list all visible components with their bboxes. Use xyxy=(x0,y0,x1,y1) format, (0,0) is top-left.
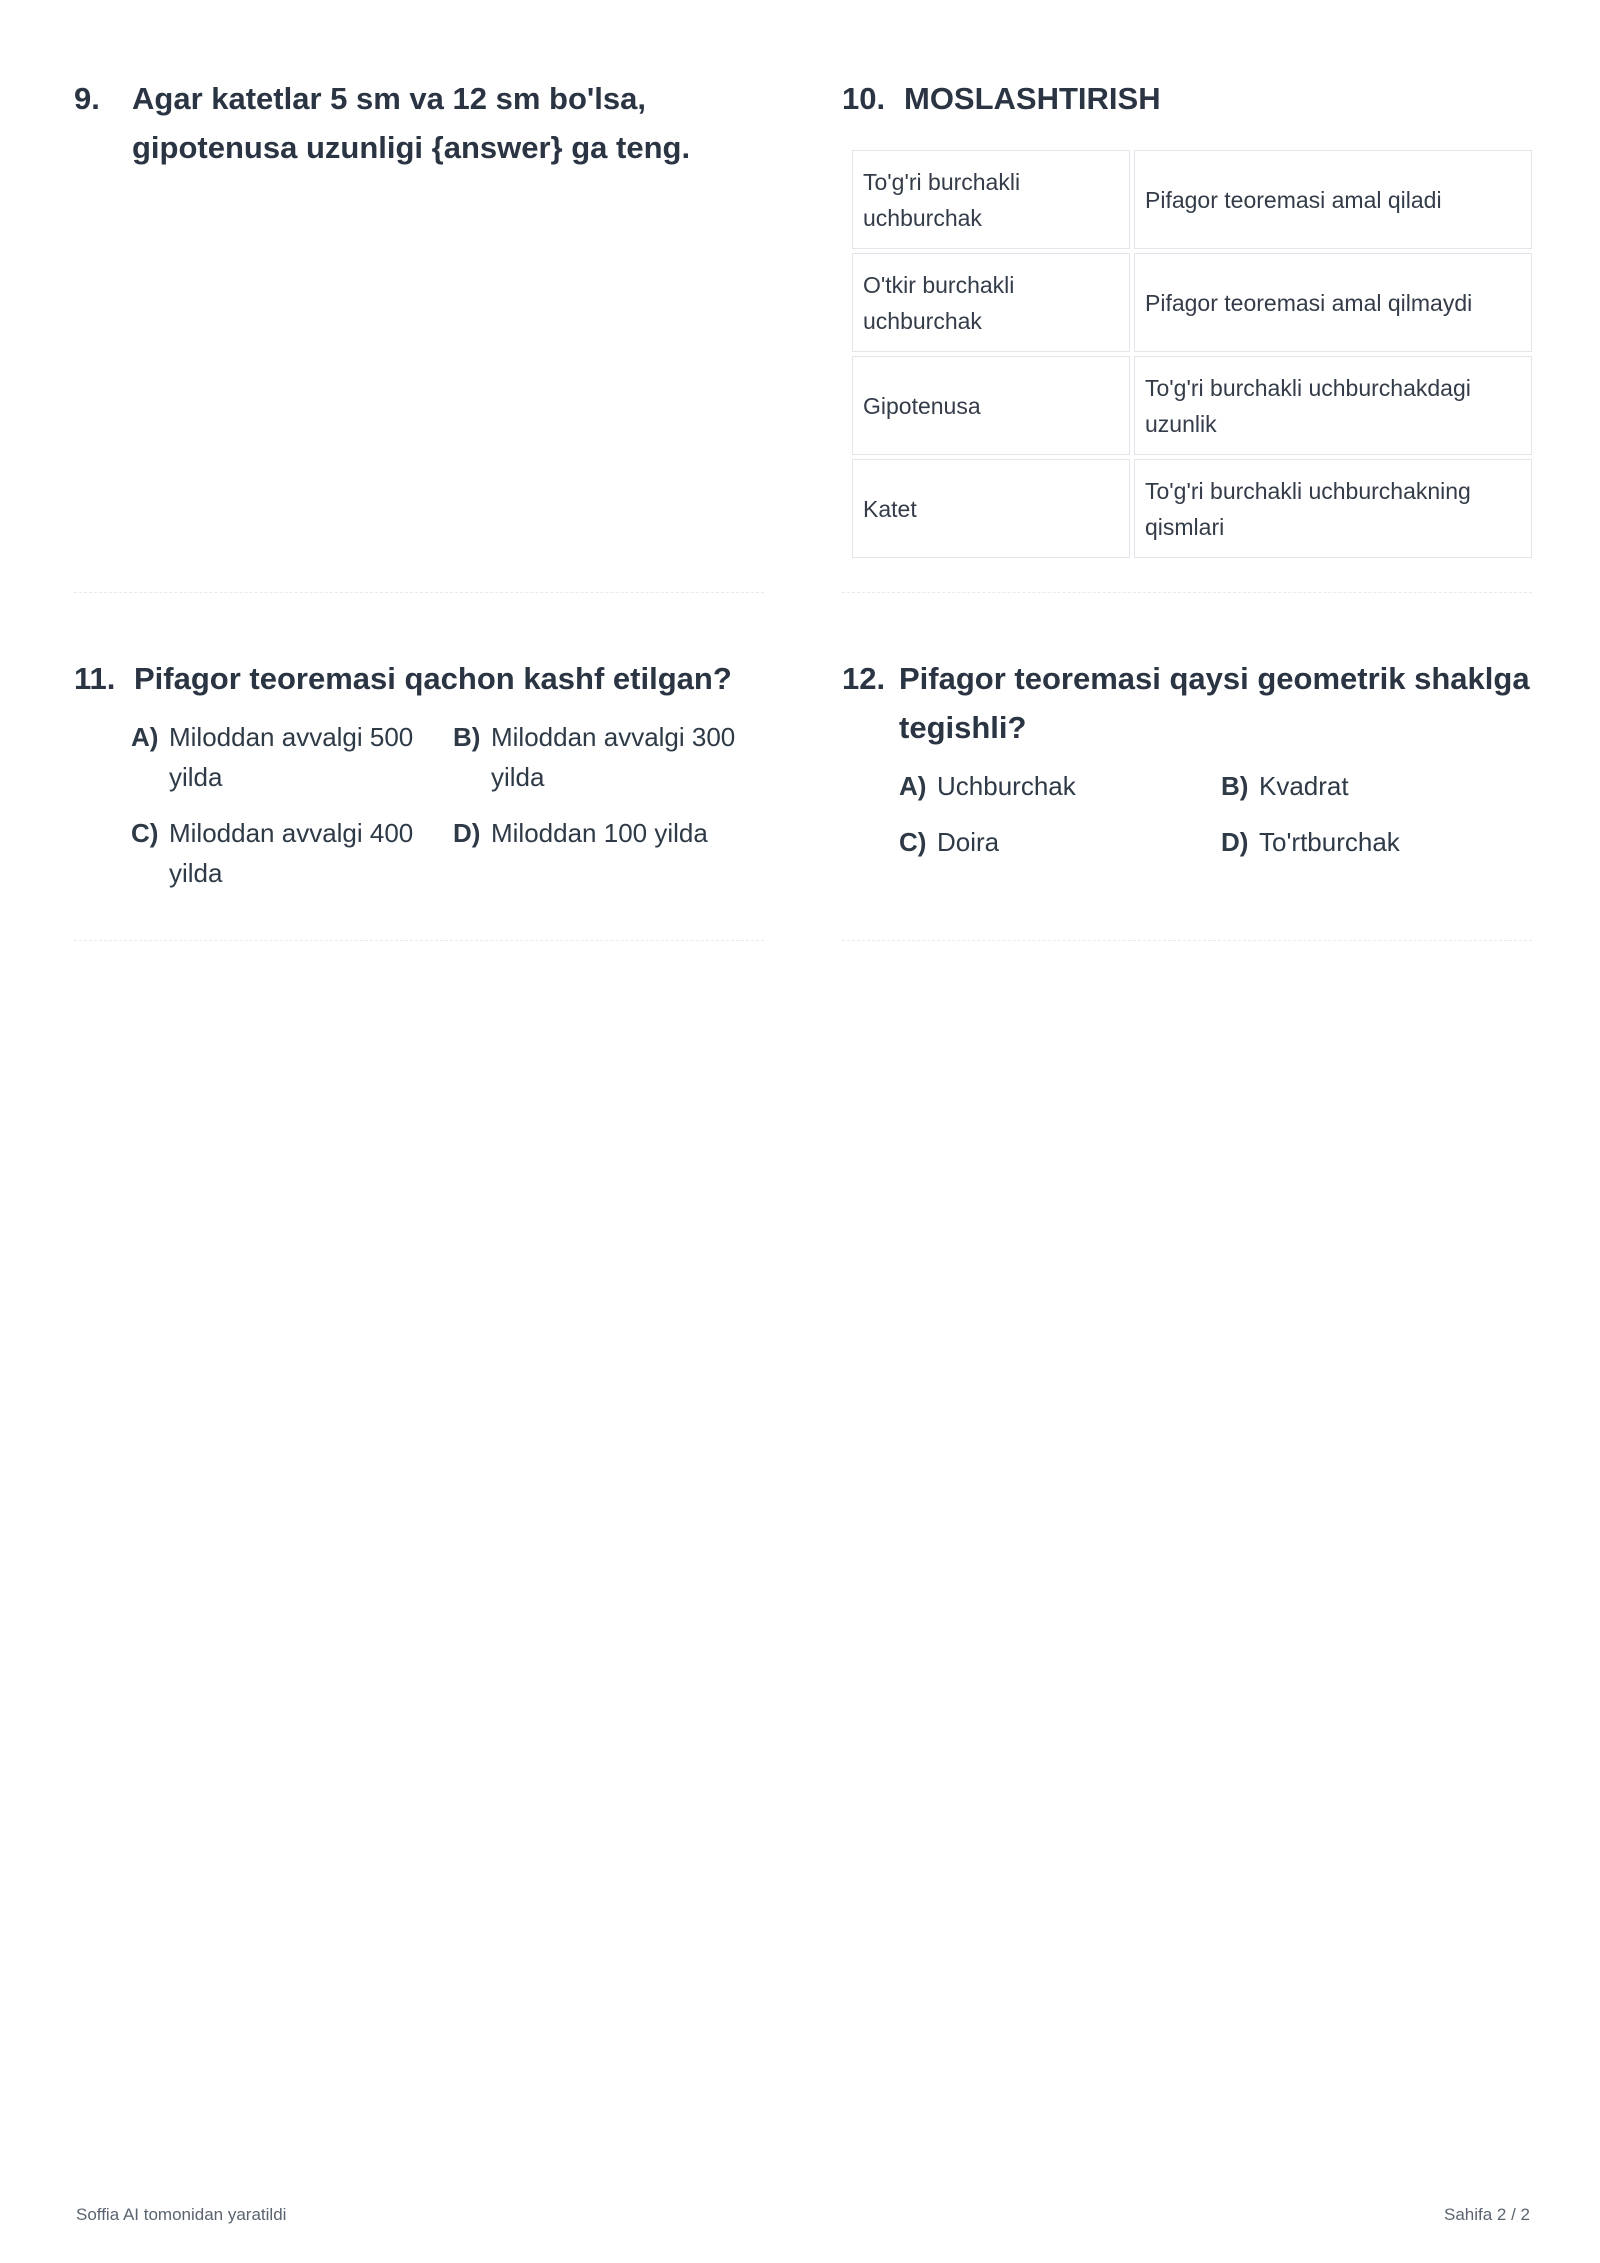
option-text: Doira xyxy=(937,827,1000,857)
answer-option-c[interactable] xyxy=(131,813,453,893)
matching-left-cell[interactable]: O'tkir burchakli uchburchak xyxy=(852,253,1130,352)
option-letter: D) xyxy=(1221,827,1249,857)
option-text: To'rtburchak xyxy=(1259,827,1400,857)
question-11 xyxy=(74,654,774,893)
matching-row xyxy=(852,459,1532,558)
question-number: 11. xyxy=(74,661,116,696)
answer-option-b[interactable] xyxy=(1221,766,1543,806)
footer-credit: Soffia AI tomonidan yaratildi xyxy=(76,2205,287,2224)
option-letter: B) xyxy=(453,722,481,752)
answer-options xyxy=(131,717,774,893)
section-divider xyxy=(842,940,1532,941)
option-letter: A) xyxy=(131,722,159,752)
answer-option-d[interactable] xyxy=(1221,822,1543,862)
question-number: 9. xyxy=(74,81,100,116)
option-text: Miloddan avvalgi 500 yilda xyxy=(169,722,414,792)
matching-right-cell[interactable]: To'g'ri burchakli uchburchakning qismlari xyxy=(1134,459,1532,558)
matching-row xyxy=(852,150,1532,249)
answer-option-c[interactable] xyxy=(899,822,1221,862)
question-title: MOSLASHTIRISH xyxy=(904,81,1161,116)
matching-right-cell[interactable]: Pifagor teoremasi amal qiladi xyxy=(1134,150,1532,249)
matching-right-cell[interactable]: To'g'ri burchakli uchburchakdagi uzunlik xyxy=(1134,356,1532,455)
matching-right-cell[interactable]: Pifagor teoremasi amal qilmaydi xyxy=(1134,253,1532,352)
option-letter: B) xyxy=(1221,771,1249,801)
question-12 xyxy=(842,654,1532,862)
question-text: Agar katetlar 5 sm va 12 sm bo'lsa, gipotenusa uzunligi {answer} ga teng. xyxy=(132,81,691,165)
answer-options xyxy=(899,766,1532,862)
matching-row xyxy=(852,253,1532,352)
option-letter: C) xyxy=(899,827,927,857)
option-letter: D) xyxy=(453,818,481,848)
footer-page-number: Sahifa 2 / 2 xyxy=(1443,2205,1530,2224)
section-divider xyxy=(842,592,1532,593)
matching-table xyxy=(848,146,1536,562)
matching-row xyxy=(852,356,1532,455)
option-text: Kvadrat xyxy=(1259,771,1349,801)
option-text: Uchburchak xyxy=(937,771,1076,801)
section-divider xyxy=(74,592,764,593)
answer-option-b[interactable] xyxy=(453,717,775,797)
matching-left-cell[interactable]: To'g'ri burchakli uchburchak xyxy=(852,150,1130,249)
question-text: Pifagor teoremasi qaysi geometrik shaklga tegishli? xyxy=(899,661,1530,745)
answer-option-d[interactable] xyxy=(453,813,775,893)
answer-option-a[interactable] xyxy=(899,766,1221,806)
question-number: 12. xyxy=(842,661,886,696)
option-text: Miloddan avvalgi 300 yilda xyxy=(491,722,736,792)
question-number: 10. xyxy=(842,81,886,116)
option-letter: A) xyxy=(899,771,927,801)
option-letter: C) xyxy=(131,818,159,848)
option-text: Miloddan avvalgi 400 yilda xyxy=(169,818,414,888)
matching-left-cell[interactable]: Katet xyxy=(852,459,1130,558)
option-text: Miloddan 100 yilda xyxy=(491,818,708,848)
matching-left-cell[interactable]: Gipotenusa xyxy=(852,356,1130,455)
question-text: Pifagor teoremasi qachon kashf etilgan? xyxy=(134,661,732,696)
section-divider xyxy=(74,940,764,941)
answer-option-a[interactable] xyxy=(131,717,453,797)
question-10 xyxy=(842,74,1532,123)
question-9 xyxy=(74,74,764,172)
